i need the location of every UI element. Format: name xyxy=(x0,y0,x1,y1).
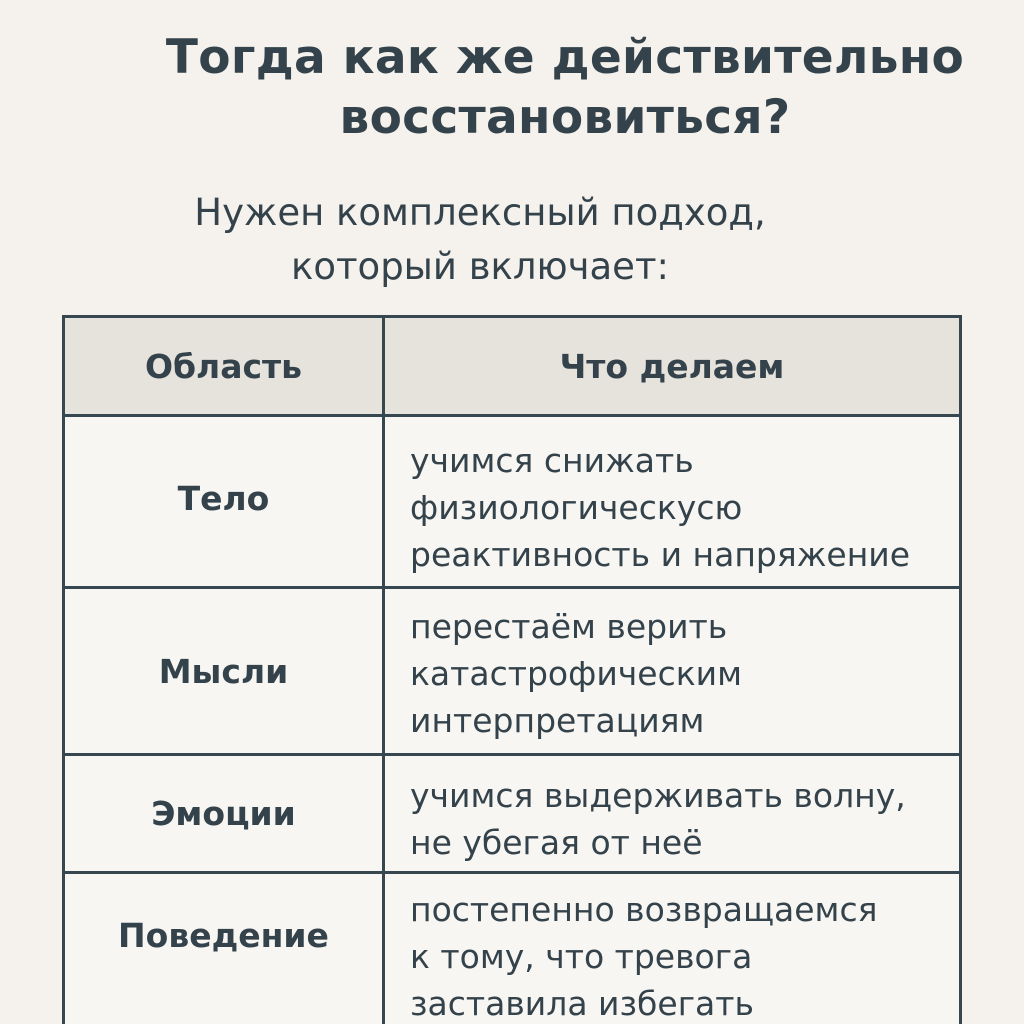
table-row xyxy=(65,589,959,756)
row-action: учимся выдерживать волну, не убегая от неё xyxy=(410,776,906,862)
table-row xyxy=(65,417,959,589)
page-subtitle: Нужен комплексный подход, который включает: xyxy=(194,191,766,288)
row-action: постепенно возвращаемся к тому, что тревога заставила избегать xyxy=(410,890,878,1023)
table-header-row xyxy=(65,318,959,417)
column-divider xyxy=(382,318,385,1024)
row-action: перестаём верить катастрофическим интерпретациям xyxy=(410,607,742,740)
row-action: учимся снижать физиологическусю реактивность и напряжение xyxy=(410,441,911,574)
row-area: Поведение xyxy=(118,916,329,955)
page-title: Тогда как же действительно восстановиться? xyxy=(165,30,965,145)
row-area: Эмоции xyxy=(151,794,296,833)
table-row xyxy=(65,756,959,874)
row-area: Мысли xyxy=(158,651,289,691)
table-row xyxy=(65,874,959,1024)
approach-table xyxy=(62,315,962,1024)
header-area: Область xyxy=(144,346,303,386)
row-area: Тело xyxy=(177,479,270,518)
header-action: Что делаем xyxy=(559,346,785,386)
